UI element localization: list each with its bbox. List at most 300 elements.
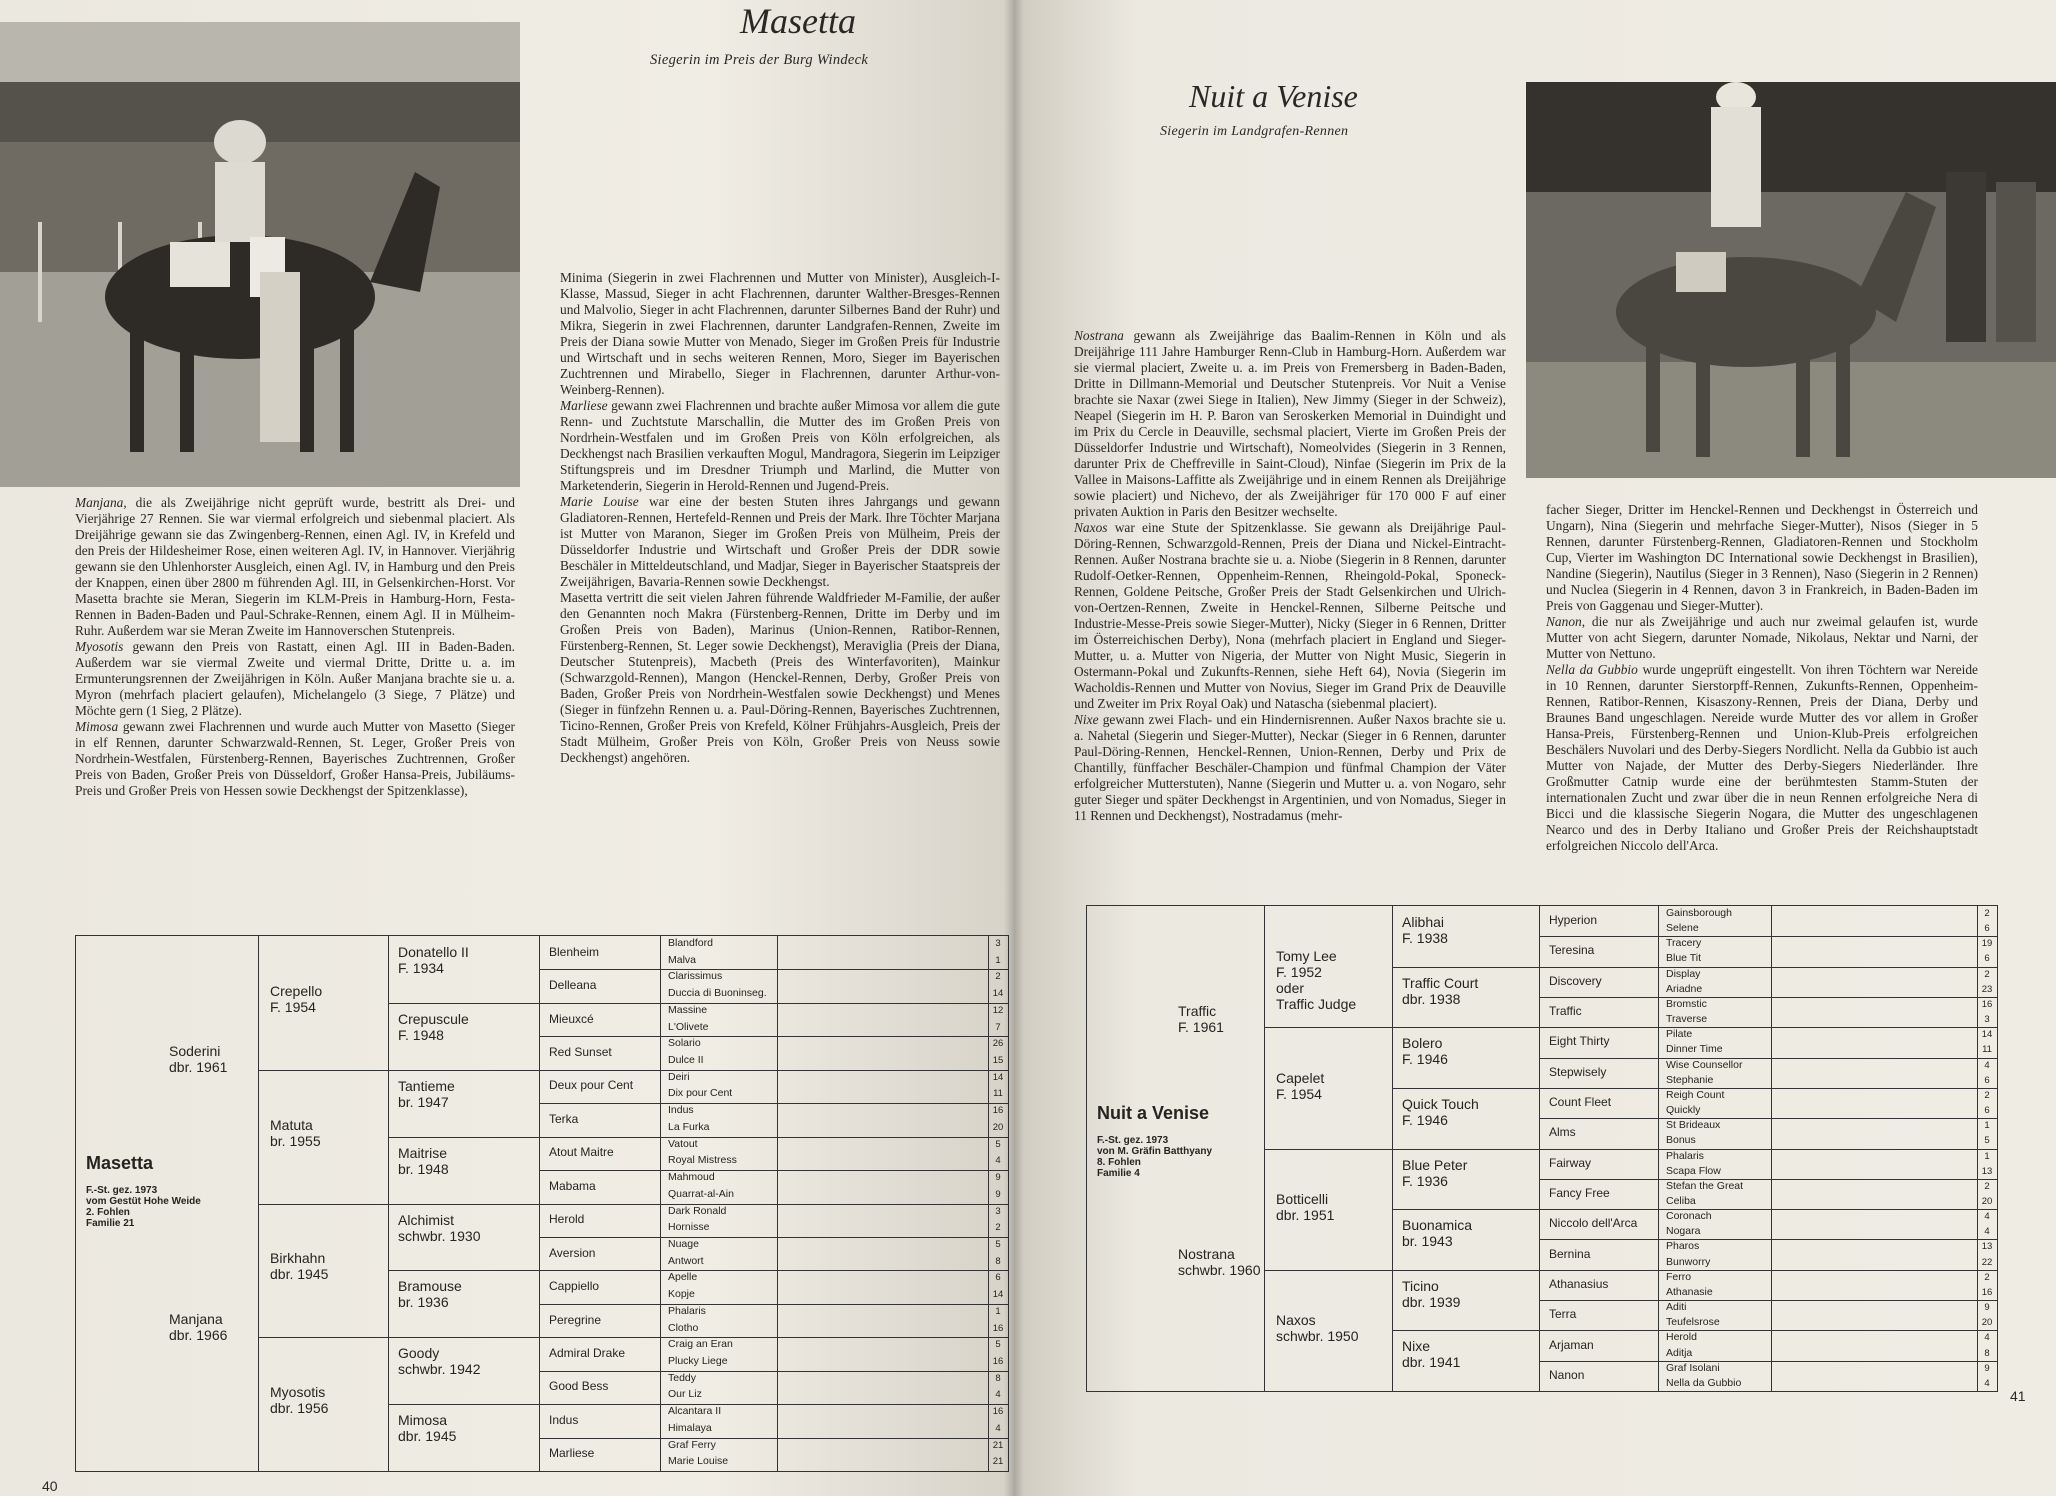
pedigree-gen4-name: Hyperion — [1549, 913, 1598, 927]
pedigree-row-divider — [1658, 1239, 1997, 1240]
pedigree-number-divider — [1977, 906, 1978, 1391]
pedigree-subject-info: von M. Gräfin Batthyany — [1097, 1146, 1213, 1157]
pedigree-gen3-line: Alibhai — [1402, 914, 1445, 930]
pedigree-sire-dam-line: Soderini — [169, 1043, 221, 1059]
pedigree-row-divider — [1658, 997, 1997, 998]
paragraph-lead: Marie Louise — [560, 494, 639, 509]
pedigree-row-divider — [660, 1237, 1008, 1238]
pedigree-sire-dam-line: schwbr. 1960 — [1178, 1262, 1261, 1278]
pedigree-gen5-name: Dark Ronald — [668, 1205, 727, 1217]
pedigree-gen5-name: Stefan the Great — [1666, 1180, 1744, 1192]
pedigree-subject-info: 8. Fohlen — [1097, 1157, 1141, 1168]
pedigree-gen5-name: Coronach — [1666, 1210, 1712, 1222]
pedigree-row-divider — [539, 1003, 660, 1004]
pedigree-gen5-name: Ferro — [1666, 1271, 1692, 1283]
pedigree-gen5-name: Mahmoud — [668, 1171, 715, 1183]
pedigree-sire-dam-line: Traffic — [1178, 1003, 1217, 1019]
paragraph — [1546, 614, 1978, 662]
pedigree-sire-dam-line: Manjana — [169, 1311, 223, 1327]
paragraph-text: gewann zwei Flach- und ein Hindernisrennen. Außer Naxos brachte sie u. a. Nahetal (Siegerin und Sieger-Mutter), Neckar (Sieger in 6 Rennen, darunter Paul-Döring-Rennen, Henckel-Rennen, Union-Rennen, Derby und Prix de Chantilly, fünffacher Beschäler-Champion und fünfmal Champion der Väter erfolgreicher Mutterstuten), Nanne (Siegerin und Mutter u. a. von Nogaro, sehr guter Sieger und später Deckhengst in Argentinien, und von Nomadus, Sieger in 11 Rennen und Deckhengst), Nostradamus (mehr- — [1074, 712, 1506, 823]
pedigree-gen5-name: Antwort — [668, 1255, 704, 1267]
pedigree-gen5-name: Phalaris — [668, 1305, 706, 1317]
pedigree-row-divider — [388, 1204, 539, 1205]
pedigree-family-number: 8 — [995, 1373, 1001, 1384]
pedigree-family-number: 13 — [1981, 1241, 1993, 1252]
pedigree-row-divider — [1392, 1330, 1539, 1331]
pedigree-family-number: 9 — [995, 1172, 1001, 1183]
pedigree-gen3-line: Ticino — [1402, 1278, 1439, 1294]
pedigree-row-divider — [539, 1304, 660, 1305]
pedigree-family-number: 5 — [1984, 1135, 1990, 1146]
pedigree-gen4-name: Eight Thirty — [1549, 1034, 1610, 1048]
pedigree-gen2-line: Myosotis — [270, 1384, 326, 1400]
pedigree-subject-info: F.-St. gez. 1973 — [1097, 1135, 1169, 1146]
pedigree-gen5-name: Wise Counsellor — [1666, 1059, 1743, 1071]
pedigree-gen4-name: Mieuxcé — [549, 1012, 594, 1026]
pedigree-row-divider — [660, 1137, 1008, 1138]
pedigree-family-number: 3 — [995, 1206, 1001, 1217]
pedigree-family-number: 2 — [1984, 1181, 1990, 1192]
pedigree-gen5-name: Indus — [668, 1104, 694, 1116]
pedigree-gen5-name: L'Olivete — [668, 1021, 709, 1033]
paragraph-lead: Naxos — [1074, 520, 1108, 535]
pedigree-gen4-name: Teresina — [1549, 943, 1595, 957]
pedigree-gen2-line: oder — [1276, 980, 1305, 996]
pedigree-gen4-name: Herold — [549, 1212, 585, 1226]
paragraph-lead: Nanon — [1546, 614, 1582, 629]
pedigree-family-number: 9 — [1984, 1302, 1990, 1313]
pedigree-gen4-name: Marliese — [549, 1446, 595, 1460]
pedigree-gen3-line: br. 1948 — [398, 1161, 449, 1177]
masetta-text-col2 — [560, 270, 1000, 895]
pedigree-family-number: 16 — [1981, 1287, 1993, 1298]
pedigree-family-number: 8 — [995, 1256, 1001, 1267]
pedigree-row-divider — [258, 1070, 388, 1071]
pedigree-family-number: 1 — [995, 1306, 1001, 1317]
pedigree-family-number: 6 — [1984, 953, 1990, 964]
pedigree-row-divider — [1264, 1149, 1392, 1150]
pedigree-family-number: 11 — [1982, 1044, 1992, 1055]
pedigree-gen5-name: Alcantara II — [668, 1405, 722, 1417]
right-page-number: 41 — [2010, 1388, 2026, 1404]
paragraph-lead: Myosotis — [75, 639, 124, 654]
pedigree-gen3-line: Donatello II — [398, 944, 469, 960]
pedigree-gen5-name: Nogara — [1666, 1225, 1701, 1237]
pedigree-sire-dam-line: dbr. 1961 — [169, 1059, 228, 1075]
paragraph-text: wurde ungeprüft eingestellt. Von ihren Töchtern war Nereide in 10 Rennen, darunter Sierstorpff-Rennen, Zukunfts-Rennen, Oppenheim-Rennen, Ratibor-Rennen, Kisaszony-Rennen, Preis der Diana, Derby und Braunes Band ungeschlagen. Nereide wurde Mutter des vor allem in Großer Hansa-Preis, Fürstenberg-Rennen und Union-Klub-Preis erfolgreichen Beschälers Nuvolari und des Derby-Siegers Nordlicht. Nella da Gubbio ist auch Mutter von Najade, der Mutter des Derby-Siegers Niederländer. Ihre Großmutter Catnip wurde eine der berühmtesten Stamm-Stuten der internationalen Zucht und zwar über die in neun Rennen erfolgreiche Nera di Bicci und die klassische Siegerin Nogara, die Mutter des ungeschlagenen Nearco und des in Derby Italiano und Großer Preis der Reichshauptstadt erfolgreichen Niccolo dell'Arca. — [1546, 662, 1978, 853]
pedigree-row-divider — [1539, 1361, 1658, 1362]
book-gutter — [1004, 0, 1024, 1496]
pedigree-subject-info: F.-St. gez. 1973 — [86, 1185, 158, 1196]
pedigree-gen4-name: Count Fleet — [1549, 1095, 1612, 1109]
paragraph — [560, 590, 1000, 766]
pedigree-row-divider — [1392, 967, 1539, 968]
pedigree-gen3-line: Bramouse — [398, 1278, 462, 1294]
pedigree-gen3-line: br. 1943 — [1402, 1233, 1453, 1249]
paragraph — [1546, 502, 1978, 614]
pedigree-gen5-name: Plucky Liege — [668, 1355, 728, 1367]
pedigree-gen5-name: Phalaris — [1666, 1150, 1704, 1162]
pedigree-gen5-name: Duccia di Buoninseg. — [668, 987, 767, 999]
pedigree-row-divider — [1392, 1270, 1539, 1271]
nuit-title: Nuit a Venise — [1189, 78, 1358, 114]
pedigree-gen5-name: Nuage — [668, 1238, 699, 1250]
pedigree-gen2-line: dbr. 1956 — [270, 1400, 329, 1416]
pedigree-family-number: 4 — [995, 1389, 1001, 1400]
pedigree-gen5-name: Kopje — [668, 1288, 695, 1300]
nuit-subtitle: Siegerin im Landgrafen-Rennen — [1160, 124, 1349, 139]
pedigree-gen5-name: Blue Tit — [1666, 952, 1702, 964]
pedigree-row-divider — [388, 1270, 539, 1271]
pedigree-gen4-name: Aversion — [549, 1246, 596, 1260]
pedigree-gen2-line: br. 1955 — [270, 1133, 321, 1149]
pedigree-gen2-line: Birkhahn — [270, 1250, 326, 1266]
pedigree-gen4-name: Niccolo dell'Arca — [1549, 1216, 1638, 1230]
paragraph — [1546, 662, 1978, 854]
pedigree-family-number: 19 — [1981, 938, 1993, 949]
pedigree-family-number: 26 — [992, 1038, 1004, 1049]
pedigree-gen3-line: Buonamica — [1402, 1217, 1473, 1233]
pedigree-gen5-name: Scapa Flow — [1666, 1165, 1721, 1177]
paragraph — [75, 719, 515, 799]
pedigree-subject-name: Nuit a Venise — [1097, 1103, 1210, 1123]
pedigree-gen3-line: Bolero — [1402, 1035, 1443, 1051]
pedigree-gen3-line: schwbr. 1930 — [398, 1228, 481, 1244]
pedigree-gen3-line: Blue Peter — [1402, 1157, 1468, 1173]
pedigree-gen5-name: Teufelsrose — [1666, 1316, 1720, 1328]
paragraph — [1074, 328, 1506, 520]
pedigree-subject-info: Familie 21 — [86, 1218, 135, 1229]
pedigree-gen3-line: F. 1936 — [1402, 1173, 1448, 1189]
pedigree-row-divider — [258, 1204, 388, 1205]
pedigree-row-divider — [539, 1137, 660, 1138]
pedigree-family-number: 16 — [992, 1356, 1004, 1367]
pedigree-gen5-name: Himalaya — [668, 1422, 712, 1434]
pedigree-gen2-line: dbr. 1945 — [270, 1266, 329, 1282]
paragraph-text: Minima (Siegerin in zwei Flachrennen und Mutter von Minister), Ausgleich-I-Klasse, Massud, Sieger in acht Flachrennen, darunter Walther-Bresges-Rennen und Malvolio, Sieger in acht Flachrennen, darunter Silbernes Band der Ruhr) und Mikra, Siegerin in zwei Flachrennen, darunter Landgrafen-Rennen, Zweite im Preis der Diana sowie Mutter von Menado, Sieger im Großen Preis für Industrie und Wirtschaft und in sechs weiteren Rennen, Moro, Sieger im Bayerischen Zuchtrennen und Mirabello, Sieger in Flachrennen, darunter Arthur-von-Weinberg-Rennen). — [560, 270, 1000, 397]
pedigree-row-divider — [539, 1404, 660, 1405]
pedigree-gen5-name: Nella da Gubbio — [1666, 1377, 1742, 1389]
pedigree-gen5-name: Tracery — [1666, 937, 1702, 949]
pedigree-subject-info: vom Gestüt Hohe Weide — [86, 1196, 201, 1207]
masetta-pedigree-table — [75, 935, 1009, 1472]
pedigree-gen2-line: Matuta — [270, 1117, 313, 1133]
pedigree-family-number: 2 — [1984, 1090, 1990, 1101]
pedigree-row-divider — [660, 1304, 1008, 1305]
pedigree-gen4-name: Blenheim — [549, 945, 600, 959]
paragraph-text: , die nur als Zweijährige und auch nur zweimal gelaufen ist, wurde Mutter von acht Siegern, darunter Nomade, Nikolaus, Nektar und Narni, der Mutter von Nettuno. — [1546, 614, 1978, 661]
pedigree-family-number: 23 — [1981, 984, 1993, 995]
pedigree-row-divider — [539, 1170, 660, 1171]
pedigree-gen5-name: Aditja — [1666, 1347, 1693, 1359]
pedigree-row-divider — [1392, 1149, 1539, 1150]
pedigree-family-number: 3 — [1984, 1014, 1990, 1025]
pedigree-row-divider — [1658, 967, 1997, 968]
pedigree-gen5-name: Herold — [1666, 1331, 1697, 1343]
paragraph — [560, 398, 1000, 494]
pedigree-row-divider — [1539, 1058, 1658, 1059]
pedigree-gen2-line: F. 1954 — [270, 999, 316, 1015]
pedigree-gen5-name: Vatout — [668, 1138, 698, 1150]
pedigree-row-divider — [1658, 1330, 1997, 1331]
pedigree-gen5-name: Aditi — [1666, 1301, 1687, 1313]
pedigree-row-divider — [1264, 1027, 1392, 1028]
pedigree-row-divider — [539, 1036, 660, 1037]
pedigree-gen3-line: Crepuscule — [398, 1011, 469, 1027]
pedigree-gen2-line: F. 1952 — [1276, 964, 1322, 980]
paragraph-lead: Mimosa — [75, 719, 119, 734]
pedigree-gen4-name: Good Bess — [549, 1379, 609, 1393]
pedigree-family-number: 14 — [992, 1289, 1004, 1300]
pedigree-row-divider — [388, 1003, 539, 1004]
pedigree-family-number: 21 — [992, 1456, 1004, 1467]
paragraph — [1074, 712, 1506, 824]
pedigree-gen3-line: Maitrise — [398, 1145, 448, 1161]
pedigree-row-divider — [539, 1204, 660, 1205]
nuit-text-col2 — [1546, 502, 1978, 882]
pedigree-number-divider — [988, 936, 989, 1471]
paragraph-text: gewann zwei Flachrennen und wurde auch Mutter von Masetto (Sieger in elf Rennen, darunter Schwarzwald-Rennen, St. Leger, Großer Preis von Nordrhein-Westfalen, Fürstenberg-Rennen, Bayerisches Zuchtrennen, Großer Preis von Baden, Großer Preis von Düsseldorf, Großer Hansa-Preis, Jubiläums-Preis und Großer Preis von Hessen sowie Deckhengst der Spitzenklasse), — [75, 719, 515, 798]
pedigree-gen3-line: F. 1938 — [1402, 930, 1448, 946]
pedigree-gen5-name: Blandford — [668, 937, 713, 949]
pedigree-family-number: 1 — [995, 955, 1001, 966]
pedigree-gen5-name: Clarissimus — [668, 970, 723, 982]
pedigree-gen2-line: schwbr. 1950 — [1276, 1328, 1359, 1344]
pedigree-gen4-name: Arjaman — [1549, 1338, 1594, 1352]
pedigree-gen2-line: dbr. 1951 — [1276, 1207, 1335, 1223]
pedigree-family-number: 11 — [993, 1088, 1003, 1099]
pedigree-row-divider — [660, 1070, 1008, 1071]
pedigree-row-divider — [660, 1103, 1008, 1104]
pedigree-family-number: 20 — [992, 1122, 1004, 1133]
pedigree-family-number: 7 — [995, 1022, 1001, 1033]
pedigree-gen4-name: Red Sunset — [549, 1045, 612, 1059]
pedigree-family-number: 1 — [1984, 1151, 1990, 1162]
paragraph-text: gewann den Preis von Rastatt, einen Agl. III in Baden-Baden. Außerdem war sie viermal Zweite und viermal Dritte, Dritte u. a. im Ermunterungsrennen der Zweijährigen in Köln. Außer Manjana brachte sie u. a. Myron (mehrfach placiert gelaufen), Michelangelo (3 Siege, 7 Plätze) und Möchte gern (1 Sieg, 2 Plätze). — [75, 639, 515, 718]
pedigree-family-number: 4 — [1984, 1378, 1990, 1389]
pedigree-family-number: 20 — [1981, 1317, 1993, 1328]
pedigree-row-divider — [1539, 1118, 1658, 1119]
pedigree-row-divider — [1658, 1270, 1997, 1271]
pedigree-gen5-name: Our Liz — [668, 1388, 702, 1400]
pedigree-row-divider — [1539, 936, 1658, 937]
pedigree-gen3-line: Goody — [398, 1345, 440, 1361]
pedigree-row-divider — [1539, 997, 1658, 998]
pedigree-gen4-name: Fancy Free — [1549, 1186, 1610, 1200]
pedigree-gen5-name: Pharos — [1666, 1240, 1700, 1252]
pedigree-family-number: 5 — [995, 1339, 1001, 1350]
pedigree-gen3-line: Mimosa — [398, 1412, 448, 1428]
pedigree-gen4-name: Terka — [549, 1112, 579, 1126]
pedigree-family-number: 14 — [992, 1072, 1004, 1083]
pedigree-row-divider — [1392, 1027, 1539, 1028]
pedigree-gen5-name: Dulce II — [668, 1054, 704, 1066]
pedigree-family-number: 21 — [992, 1440, 1004, 1451]
pedigree-row-divider — [1264, 1270, 1392, 1271]
paragraph — [560, 494, 1000, 590]
paragraph — [75, 495, 515, 639]
pedigree-family-number: 4 — [1984, 1060, 1990, 1071]
pedigree-gen4-name: Fairway — [1549, 1156, 1592, 1170]
pedigree-family-number: 22 — [1981, 1257, 1993, 1268]
pedigree-gen4-name: Bernina — [1549, 1247, 1591, 1261]
pedigree-row-divider — [1539, 967, 1658, 968]
pedigree-gen3-line: Tantieme — [398, 1078, 455, 1094]
pedigree-gen5-name: Graf Ferry — [668, 1439, 716, 1451]
pedigree-gen5-name: Reigh Count — [1666, 1089, 1725, 1101]
pedigree-gen3-line: F. 1934 — [398, 960, 444, 976]
pedigree-row-divider — [1539, 1088, 1658, 1089]
pedigree-row-divider — [1392, 1209, 1539, 1210]
pedigree-family-number: 3 — [995, 938, 1001, 949]
pedigree-row-divider — [1658, 1027, 1997, 1028]
pedigree-row-divider — [1539, 1300, 1658, 1301]
pedigree-gen3-line: dbr. 1945 — [398, 1428, 457, 1444]
pedigree-gen2-line: Naxos — [1276, 1312, 1316, 1328]
pedigree-gen5-name: Bonus — [1666, 1134, 1696, 1146]
pedigree-gen3-line: F. 1948 — [398, 1027, 444, 1043]
pedigree-family-number: 4 — [1984, 1332, 1990, 1343]
pedigree-gen5-name: Quarrat-al-Ain — [668, 1188, 734, 1200]
pedigree-gen5-name: Dix pour Cent — [668, 1087, 733, 1099]
paragraph-lead: Nixe — [1074, 712, 1099, 727]
pedigree-gen5-name: Malva — [668, 954, 697, 966]
pedigree-family-number: 16 — [992, 1105, 1004, 1116]
pedigree-row-divider — [539, 1237, 660, 1238]
pedigree-family-number: 2 — [1984, 908, 1990, 919]
pedigree-sire-dam-line: dbr. 1966 — [169, 1327, 228, 1343]
pedigree-gen4-name: Alms — [1549, 1125, 1576, 1139]
pedigree-row-divider — [539, 1103, 660, 1104]
pedigree-row-divider — [1539, 1027, 1658, 1028]
paragraph-lead: Marliese — [560, 398, 608, 413]
pedigree-sire-dam-line: F. 1961 — [1178, 1019, 1224, 1035]
pedigree-gen5-name: Marie Louise — [668, 1455, 729, 1467]
paragraph-text: war eine Stute der Spitzenklasse. Sie gewann als Dreijährige Paul-Döring-Rennen, Schwarzgold-Rennen, Preis der Diana und Nickel-Eintracht-Rennen. Außer Nostrana brachte sie u. a. Niobe (Siegerin in 8 Rennen, darunter Rudolf-Oetker-Rennen, Oppenheim-Rennen, Rheingold-Pokal, Sponeck-Rennen, Goldene Peitsche, Großer Preis der Stadt Gelsenkirchen und Ulrich-von-Oertzen-Rennen, Zweite in Henckel-Rennen, Silberne Peitsche und Industrie-Messe-Preis sowie Sieger-Mutter), Nicky (Sieger in 6 Rennen, Dritter im Österreichischen Derby), Nona (mehrfach placiert in England und Sieger-Mutter, u. a. Mutter von Nigeria, der Mutter von Night Music, Siegerin in Ostermann-Pokal und Zukunfts-Rennen, siehe Heft 64), Novia (Siegerin im Wacholdis-Rennen und Mutter von Novius, Sieger im Grand Prix de Deauville und Zweiter im Prix Royal Oak) und Natascha (siebenmal placiert). — [1074, 520, 1506, 711]
pedigree-family-number: 12 — [992, 1005, 1004, 1016]
pedigree-family-number: 15 — [992, 1055, 1004, 1066]
pedigree-gen4-name: Deux pour Cent — [549, 1078, 634, 1092]
pedigree-family-number: 16 — [992, 1323, 1004, 1334]
paragraph-text: Masetta vertritt die seit vielen Jahren führende Waldfrieder M-Familie, der außer den Genannten noch Makra (Fürstenberg-Rennen, Dritte im Derby und im Großen Preis von Baden), Marinus (Union-Rennen, Ratibor-Rennen, Fürstenberg-Rennen, St. Leger sowie Deckhengst), Meraviglia (Preis der Diana, Deutscher Stutenpreis), Macbeth (Preis des Winterfavoriten), Mainkur (Schwarzgold-Rennen), Mangon (Henckel-Rennen, Derby, Großer Preis von Baden, Großer Preis von Nordrhein-Westfalen sowie Deckhengst) und Menes (Sieger in fünfzehn Rennen u. a. Paul-Döring-Rennen, Bayerisches Zuchtrennen, Ticino-Rennen, Großer Preis von Krefeld, Kölner Frühjahrs-Ausgleich, Preis der Stadt Mülheim, Großer Preis von Köln, Großer Preis von Neuss sowie Deckhengst) angehören. — [560, 590, 1000, 765]
masetta-text-col1 — [75, 495, 515, 895]
pedigree-family-number: 16 — [992, 1406, 1004, 1417]
pedigree-family-number: 5 — [995, 1139, 1001, 1150]
pedigree-row-divider — [1539, 1330, 1658, 1331]
masetta-photo — [0, 22, 520, 487]
pedigree-gen3-line: br. 1936 — [398, 1294, 449, 1310]
paragraph-lead: Nella da Gubbio — [1546, 662, 1638, 677]
pedigree-row-divider — [660, 1270, 1008, 1271]
pedigree-row-divider — [539, 1070, 660, 1071]
pedigree-gen3-line: Alchimist — [398, 1212, 455, 1228]
pedigree-gen4-name: Indus — [549, 1413, 579, 1427]
pedigree-gen5-name: Athanasie — [1666, 1286, 1713, 1298]
pedigree-row-divider — [660, 1371, 1008, 1372]
pedigree-subject-info: Familie 4 — [1097, 1168, 1140, 1179]
pedigree-gen5-name: Graf Isolani — [1666, 1362, 1720, 1374]
pedigree-row-divider — [539, 1337, 660, 1338]
pedigree-family-number: 8 — [1984, 1348, 1990, 1359]
pedigree-gen4-name: Atout Maitre — [549, 1145, 614, 1159]
pedigree-gen5-name: Gainsborough — [1666, 907, 1732, 919]
pedigree-gen2-line: Capelet — [1276, 1070, 1325, 1086]
paragraph-text: facher Sieger, Dritter im Henckel-Rennen und Deckhengst in Österreich und Ungarn), Nina (Siegerin und mehrfache Sieger-Mutter), Nisos (Sieger in 5 Rennen, darunter Fürstenberg-Rennen, Gladiatoren-Rennen und Stockholm Cup, Vierter im Washington DC International sowie Deckhengst in Brasilien), Nandine (Siegerin), Nautilus (Sieger in 3 Rennen), Naso (Siegerin in 2 Rennen) und Nuclea (Siegerin in 4 Rennen, davon 3 in Frankreich, in Baden-Baden im Preis von Gaggenau und Sieger-Mutter). — [1546, 502, 1978, 613]
nuit-text-col1 — [1074, 328, 1506, 888]
paragraph-text: gewann zwei Flachrennen und brachte außer Mimosa vor allem die gute Renn- und Zuchtstute Marschallin, die Mutter des im Großen Preis von Nordrhein-Westfalen und im Großen Preis von Köln erfolgreichen, als Deckhengst nach Brasilien verkauften Mogul, Mandragora, Siegerin im Leipziger Stiftungspreis und im Dresdner Triumph und Marlind, die Mutter von Marketenderin, Siegerin in Herold-Rennen und Jugend-Preis. — [560, 398, 1000, 493]
pedigree-row-divider — [258, 1337, 388, 1338]
pedigree-family-number: 9 — [995, 1189, 1001, 1200]
pedigree-row-divider — [660, 1036, 1008, 1037]
pedigree-family-number: 6 — [1984, 1075, 1990, 1086]
pedigree-gen3-line: dbr. 1939 — [1402, 1294, 1461, 1310]
pedigree-gen3-line: dbr. 1941 — [1402, 1354, 1461, 1370]
pedigree-gen5-name: Deiri — [668, 1071, 690, 1083]
pedigree-family-number: 2 — [995, 971, 1001, 982]
pedigree-gen3-line: schwbr. 1942 — [398, 1361, 481, 1377]
pedigree-gen5-name: Apelle — [668, 1271, 698, 1283]
pedigree-gen5-name: Clotho — [668, 1322, 699, 1334]
pedigree-row-divider — [388, 1404, 539, 1405]
pedigree-gen4-name: Stepwisely — [1549, 1065, 1607, 1079]
pedigree-gen5-name: Pilate — [1666, 1028, 1693, 1040]
pedigree-gen3-line: Traffic Court — [1402, 975, 1479, 991]
left-page — [0, 0, 1014, 1496]
pedigree-family-number: 20 — [1981, 1196, 1993, 1207]
masetta-subtitle: Siegerin im Preis der Burg Windeck — [650, 52, 869, 68]
pedigree-gen5-name: Hornisse — [668, 1221, 710, 1233]
paragraph — [1074, 520, 1506, 712]
pedigree-gen5-name: Massine — [668, 1004, 708, 1016]
pedigree-gen2-line: Tomy Lee — [1276, 948, 1337, 964]
paragraph-lead: Manjana — [75, 495, 124, 510]
pedigree-gen3-line: br. 1947 — [398, 1094, 449, 1110]
pedigree-family-number: 14 — [1981, 1029, 1993, 1040]
pedigree-row-divider — [1539, 1179, 1658, 1180]
pedigree-gen5-name: Royal Mistress — [668, 1154, 737, 1166]
pedigree-family-number: 6 — [995, 1272, 1001, 1283]
pedigree-gen5-name: Bromstic — [1666, 998, 1707, 1010]
pedigree-subject-info: 2. Fohlen — [86, 1207, 130, 1218]
pedigree-family-number: 4 — [1984, 1226, 1990, 1237]
pedigree-family-number: 14 — [992, 988, 1004, 999]
pedigree-gen4-name: Discovery — [1549, 974, 1602, 988]
paragraph-text: war eine der besten Stuten ihres Jahrgangs und gewann Gladiatoren-Rennen, Hertefeld-Rennen und Preis der Mark. Ihre Töchter Marjana ist Mutter von Maranon, Sieger im Großen Preis von Mülheim, Preis der Düsseldorfer Industrie und Wirtschaft und Großer Preis der DDR sowie Beschäler in Mitteldeutschland, und Madjar, Sieger in Bayerischer Staatspreis der Zweijährigen, Bavaria-Rennen sowie Deckhengst. — [560, 494, 1000, 589]
pedigree-row-divider — [1658, 1300, 1997, 1301]
pedigree-row-divider — [388, 1070, 539, 1071]
pedigree-row-divider — [539, 1371, 660, 1372]
pedigree-family-number: 13 — [1981, 1166, 1993, 1177]
pedigree-family-number: 2 — [1984, 1272, 1990, 1283]
pedigree-gen2-line: Traffic Judge — [1276, 996, 1357, 1012]
pedigree-family-number: 16 — [1981, 999, 1993, 1010]
pedigree-row-divider — [660, 1003, 1008, 1004]
paragraph — [560, 270, 1000, 398]
pedigree-family-number: 9 — [1984, 1363, 1990, 1374]
left-page-number: 40 — [42, 1478, 58, 1494]
pedigree-subject-name: Masetta — [86, 1153, 154, 1173]
pedigree-gen5-name: Ariadne — [1666, 983, 1703, 995]
pedigree-family-number: 4 — [995, 1423, 1001, 1434]
nuit-pedigree-table — [1086, 905, 1998, 1392]
pedigree-family-number: 4 — [1984, 1211, 1990, 1222]
pedigree-gen5-name: Display — [1666, 968, 1701, 980]
pedigree-gen5-name: Craig an Eran — [668, 1338, 733, 1350]
pedigree-gen3-line: F. 1946 — [1402, 1112, 1448, 1128]
paragraph-lead: Nostrana — [1074, 328, 1124, 343]
pedigree-gen3-line: Nixe — [1402, 1338, 1431, 1354]
pedigree-gen4-name: Nanon — [1549, 1368, 1585, 1382]
